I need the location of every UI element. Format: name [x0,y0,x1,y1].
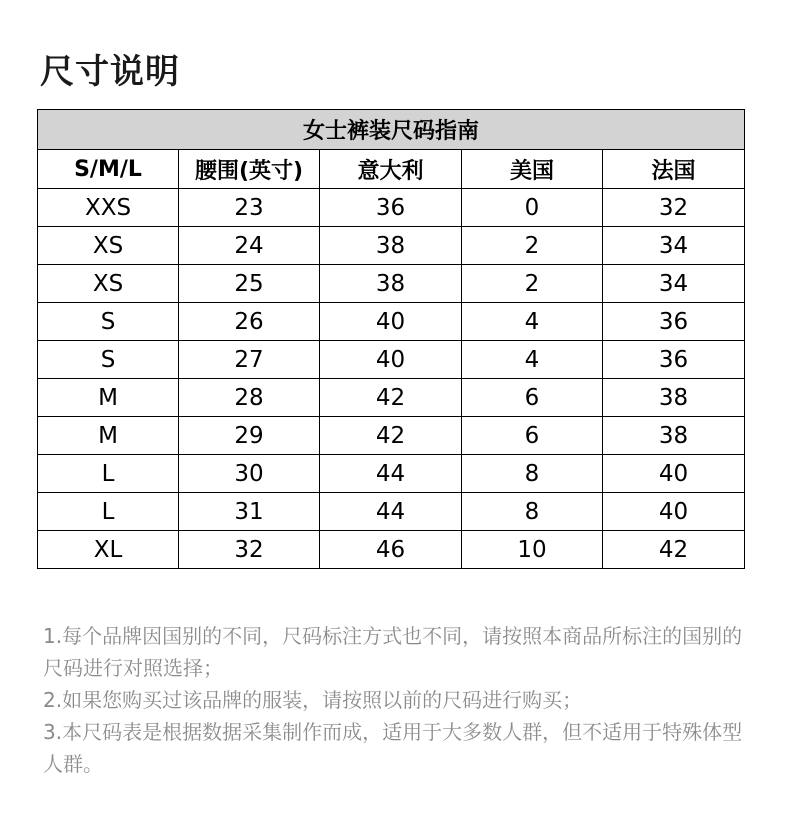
cell-waist: 23 [179,189,320,227]
cell-france: 32 [603,189,745,227]
cell-france: 40 [603,493,745,531]
table-title: 女士裤装尺码指南 [38,110,745,150]
cell-france: 36 [603,303,745,341]
cell-us: 2 [462,227,603,265]
cell-waist: 27 [179,341,320,379]
table-row [38,493,745,531]
cell-italy: 44 [320,493,462,531]
cell-italy: 38 [320,265,462,303]
cell-italy: 42 [320,417,462,455]
cell-us: 4 [462,303,603,341]
table-row [38,341,745,379]
table-row [38,303,745,341]
table-row [38,531,745,569]
cell-us: 10 [462,531,603,569]
size-notes [43,620,753,780]
cell-size: M [38,379,179,417]
cell-italy: 40 [320,341,462,379]
cell-size: XXS [38,189,179,227]
table-row [38,379,745,417]
cell-france: 34 [603,227,745,265]
cell-france: 38 [603,417,745,455]
table-row [38,227,745,265]
column-header-sml: S/M/L [38,150,179,189]
cell-italy: 42 [320,379,462,417]
cell-size: XL [38,531,179,569]
cell-us: 0 [462,189,603,227]
table-header-row [38,150,745,189]
cell-size: S [38,303,179,341]
cell-italy: 38 [320,227,462,265]
cell-size: XS [38,265,179,303]
cell-france: 40 [603,455,745,493]
cell-size: M [38,417,179,455]
cell-italy: 46 [320,531,462,569]
cell-waist: 25 [179,265,320,303]
cell-waist: 30 [179,455,320,493]
cell-italy: 44 [320,455,462,493]
cell-us: 4 [462,341,603,379]
cell-us: 2 [462,265,603,303]
cell-us: 6 [462,379,603,417]
column-header-france: 法国 [603,150,745,189]
cell-waist: 24 [179,227,320,265]
table-title-row [38,110,745,150]
cell-us: 8 [462,455,603,493]
cell-waist: 29 [179,417,320,455]
cell-size: XS [38,227,179,265]
table-row [38,265,745,303]
cell-italy: 36 [320,189,462,227]
table-row [38,455,745,493]
cell-us: 8 [462,493,603,531]
cell-waist: 26 [179,303,320,341]
cell-france: 38 [603,379,745,417]
page-title: 尺寸说明 [40,52,180,92]
note-item: 1.每个品牌因国别的不同，尺码标注方式也不同，请按照本商品所标注的国别的尺码进行对照选择； [43,624,743,680]
note-item: 3.本尺码表是根据数据采集制作而成，适用于大多数人群，但不适用于特殊体型人群。 [43,720,743,776]
table-row [38,417,745,455]
cell-us: 6 [462,417,603,455]
table-row [38,189,745,227]
cell-size: L [38,493,179,531]
cell-france: 36 [603,341,745,379]
cell-france: 42 [603,531,745,569]
cell-waist: 28 [179,379,320,417]
size-guide-table [37,109,745,569]
column-header-italy: 意大利 [320,150,462,189]
cell-size: S [38,341,179,379]
note-item: 2.如果您购买过该品牌的服装，请按照以前的尺码进行购买； [43,688,583,712]
cell-france: 34 [603,265,745,303]
cell-waist: 31 [179,493,320,531]
cell-waist: 32 [179,531,320,569]
cell-italy: 40 [320,303,462,341]
column-header-waist: 腰围(英寸) [179,150,320,189]
cell-size: L [38,455,179,493]
column-header-us: 美国 [462,150,603,189]
